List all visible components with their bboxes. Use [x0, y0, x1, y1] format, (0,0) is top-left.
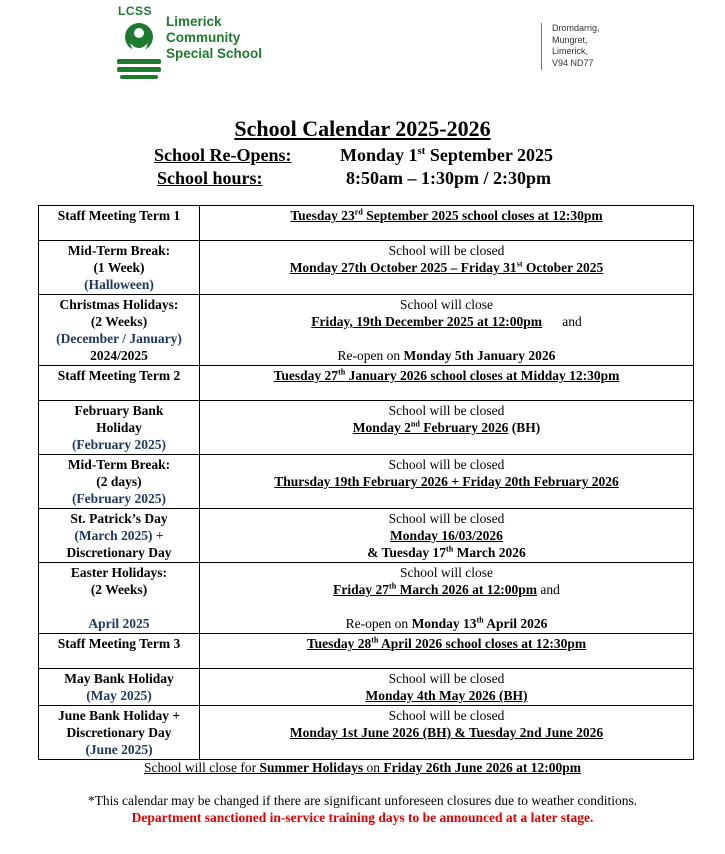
event-name: Christmas Holidays: (2 Weeks) (December / January) 2024/2025 [39, 295, 200, 366]
event-detail: School will be closed Monday 2nd February 2026 (BH) [200, 401, 694, 455]
event-detail: School will close Friday, 19th December 2025 at 12:00pm and Re-open on Monday 5th January 2026 [200, 295, 694, 366]
hours-value: 8:50am – 1:30pm / 2:30pm [346, 168, 551, 188]
table-row [39, 706, 694, 760]
table-row [39, 509, 694, 563]
reopen-date: Monday 1st September 2025 [340, 145, 553, 165]
address-line: Mungret, [552, 34, 588, 45]
table-row [39, 455, 694, 509]
table-row [39, 401, 694, 455]
school-name-line: Community [166, 30, 241, 45]
event-name: June Bank Holiday + Discretionary Day (June 2025) [39, 706, 200, 760]
event-name: Mid-Term Break: (2 days) (February 2025) [39, 455, 200, 509]
event-name: Staff Meeting Term 3 [39, 634, 200, 669]
event-name: Staff Meeting Term 1 [39, 206, 200, 241]
weather-disclaimer: *This calendar may be changed if there are significant unforeseen closures due to weather conditions. [87, 793, 638, 808]
event-detail: Tuesday 28th April 2026 school closes at 12:30pm [200, 634, 694, 669]
event-name: Mid-Term Break: (1 Week) (Halloween) [39, 241, 200, 295]
address-line: V94 ND77 [552, 57, 594, 68]
calendar-table [38, 205, 694, 760]
school-name-line: Special School [166, 46, 263, 61]
school-name [166, 14, 262, 62]
table-row [39, 206, 694, 241]
summer-closure-note: School will close for Summer Holidays on Friday 26th June 2026 at 12:00pm [143, 760, 581, 775]
school-address [541, 23, 600, 70]
table-row [39, 241, 694, 295]
school-name-line: Limerick [166, 14, 222, 29]
event-name: St. Patrick’s Day (March 2025) + Discretionary Day [39, 509, 200, 563]
event-detail: School will be closed Monday 16/03/2026 & Tuesday 17th March 2026 [200, 509, 694, 563]
table-row [39, 634, 694, 669]
table-row [39, 669, 694, 706]
page-title: School Calendar 2025-2026 [234, 116, 491, 141]
logo-abbreviation: LCSS [118, 4, 153, 18]
event-name: Easter Holidays: (2 Weeks) April 2025 [39, 563, 200, 634]
event-name: February Bank Holiday (February 2025) [39, 401, 200, 455]
table-row [39, 295, 694, 366]
address-line: Dromdarrig, [552, 23, 600, 33]
event-detail: School will close Friday 27th March 2026 at 12:00pm and Re-open on Monday 13th April 2026 [200, 563, 694, 634]
table-row [39, 366, 694, 401]
event-detail: Tuesday 23rd September 2025 school closes at 12:30pm [200, 206, 694, 241]
event-detail: School will be closed Monday 1st June 2026 (BH) & Tuesday 2nd June 2026 [200, 706, 694, 760]
event-detail: School will be closed Thursday 19th February 2026 + Friday 20th February 2026 [200, 455, 694, 509]
event-detail: Tuesday 27th January 2026 school closes at Midday 12:30pm [200, 366, 694, 401]
event-detail: School will be closed Monday 4th May 2026 (BH) [200, 669, 694, 706]
address-line: Limerick, [552, 46, 589, 56]
event-name: Staff Meeting Term 2 [39, 366, 200, 401]
hours-label: School hours: [157, 168, 263, 188]
event-name: May Bank Holiday (May 2025) [39, 669, 200, 706]
reopen-label: School Re-Opens: [154, 145, 292, 165]
in-service-warning: Department sanctioned in-service training days to be announced at a later stage. [131, 810, 594, 825]
event-detail: School will be closed Monday 27th October 2025 – Friday 31st October 2025 [200, 241, 694, 295]
table-row [39, 563, 694, 634]
